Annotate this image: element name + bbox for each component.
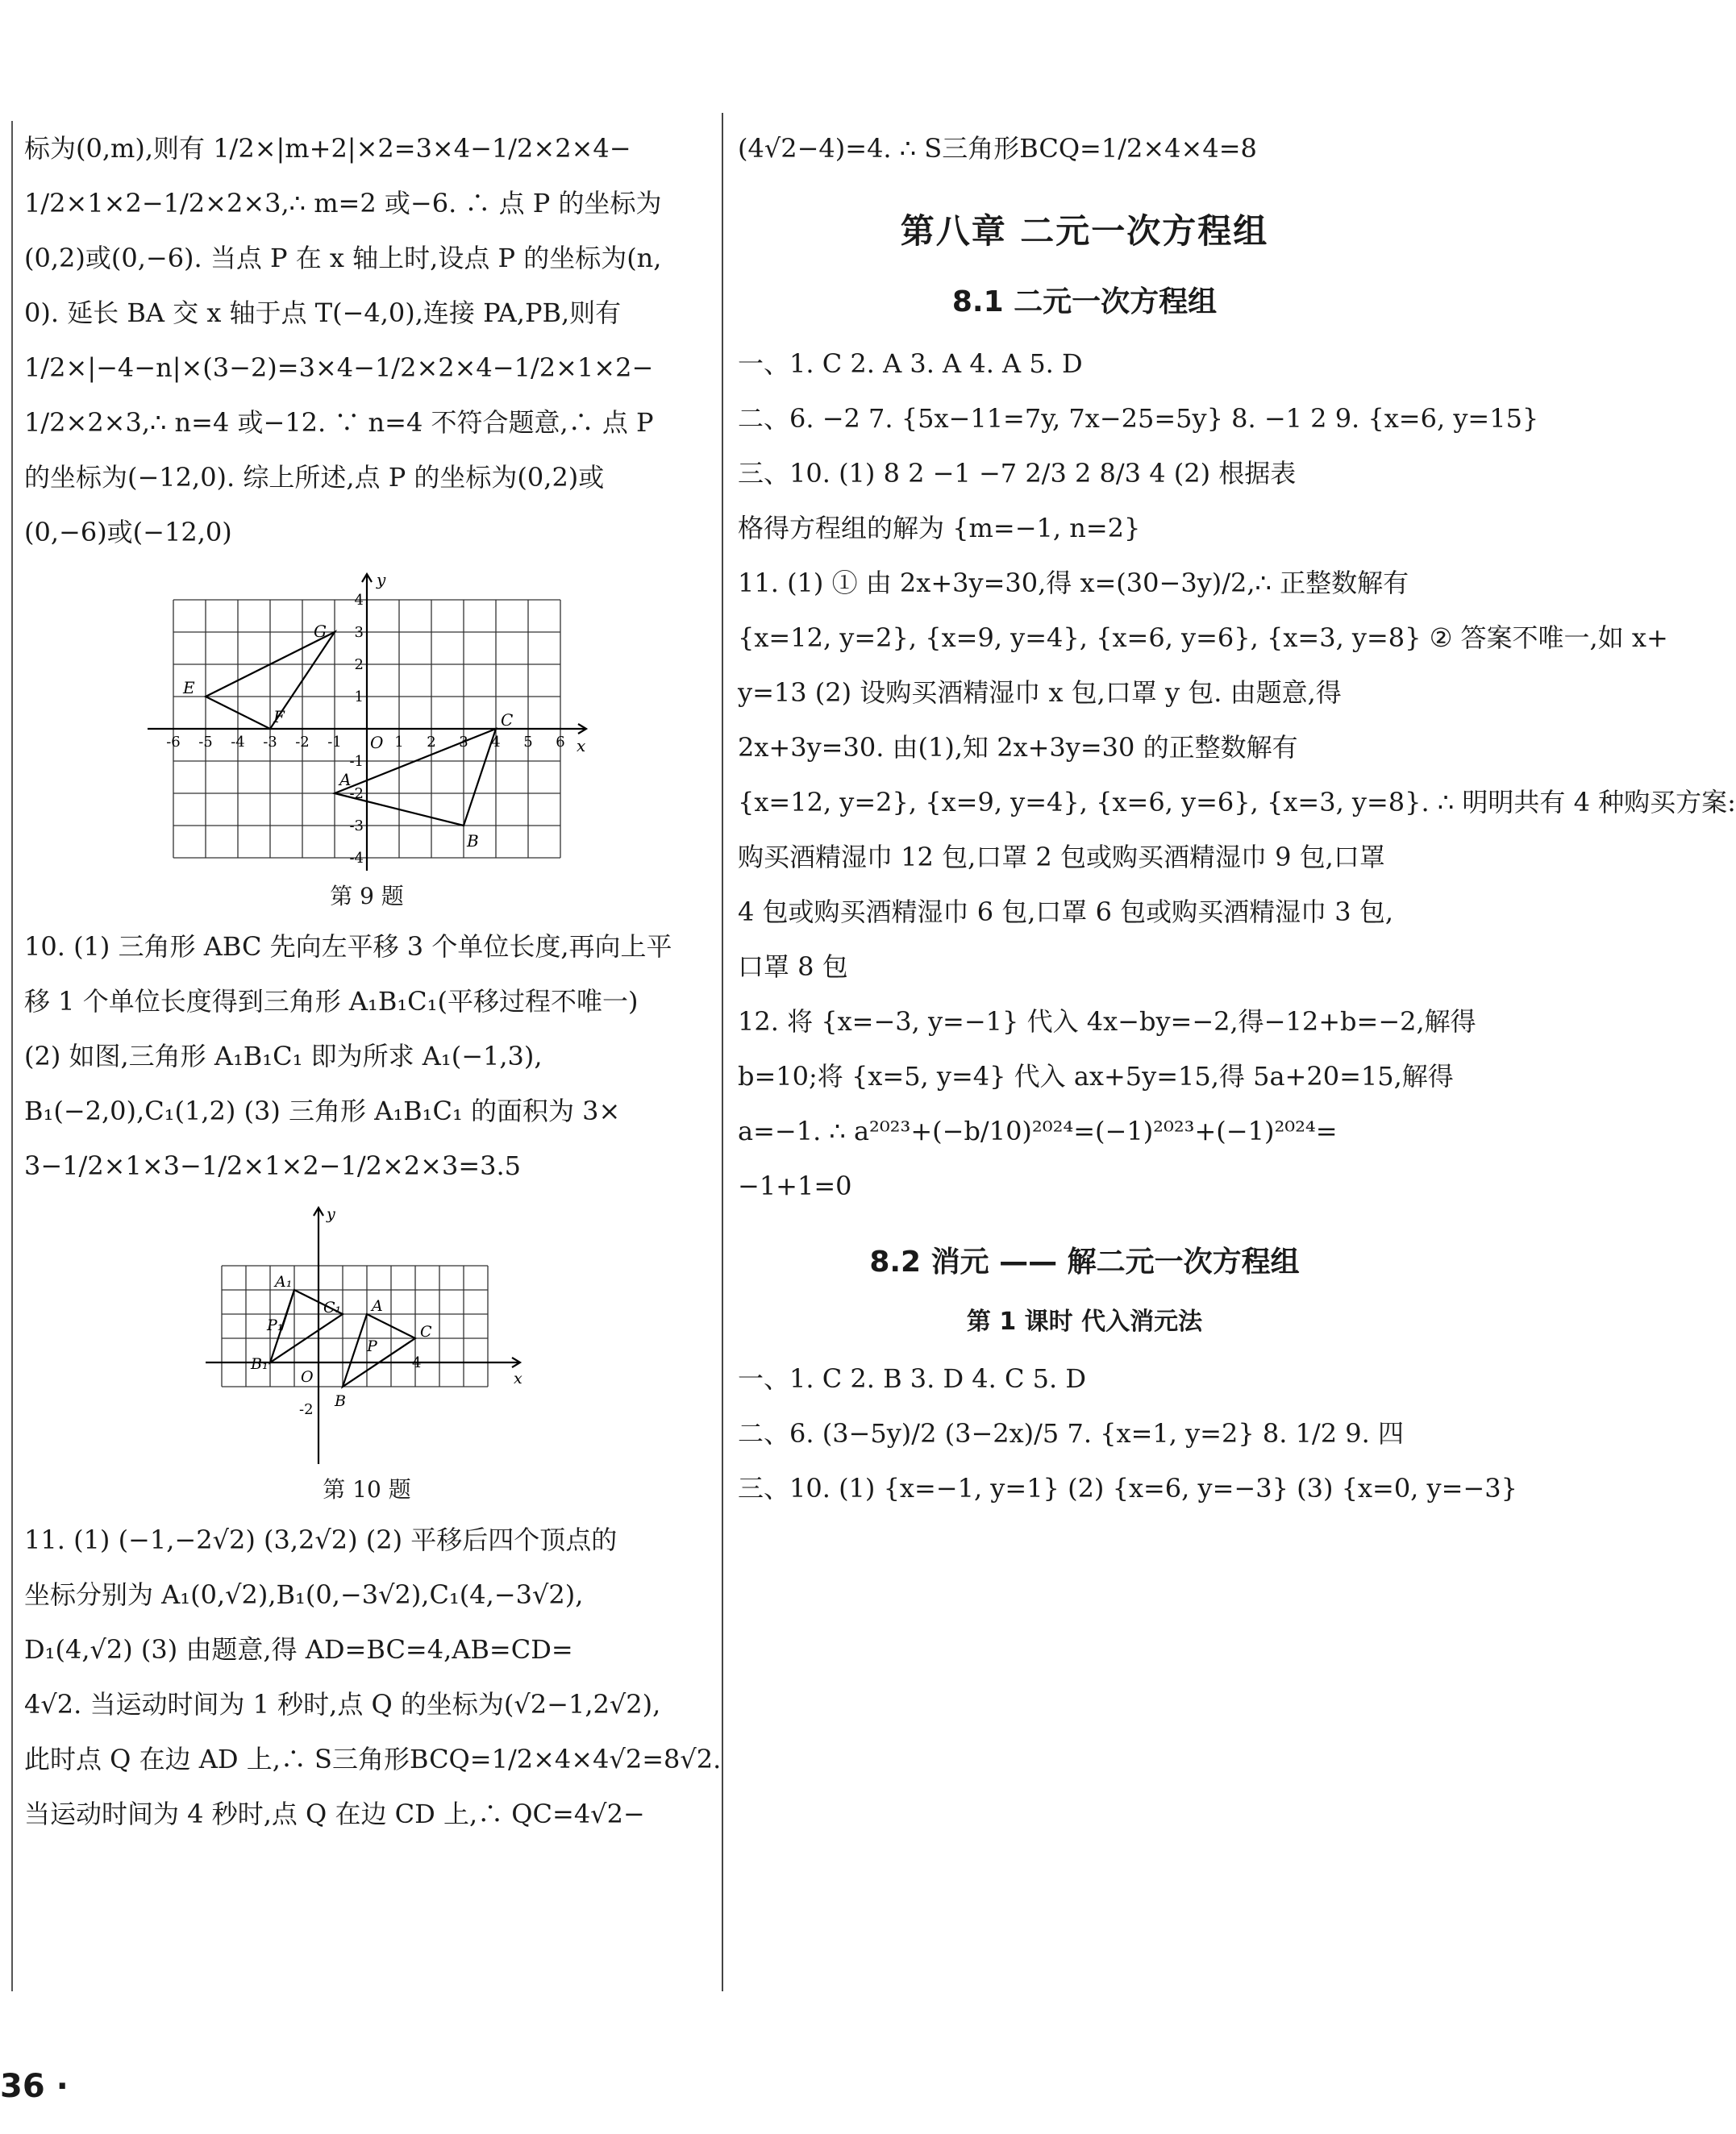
x-axis-label: x xyxy=(514,1370,522,1387)
point-label: B xyxy=(467,831,479,851)
text-line: 一、1. C 2. B 3. D 4. C 5. D xyxy=(738,1363,1087,1394)
y-tick-label: -1 xyxy=(349,753,364,770)
text-line: 1/2×|−4−n|×(3−2)=3×4−1/2×2×4−1/2×1×2− xyxy=(24,352,654,383)
x-tick-label: 1 xyxy=(394,734,404,751)
x-tick-label: 4 xyxy=(412,1354,422,1371)
x-tick-label: -5 xyxy=(198,734,213,751)
text-line: {x=12, y=2}, {x=9, y=4}, {x=6, y=6}, {x=3, y=8}. ∴ 明明共有 4 种购买方案: xyxy=(738,787,1736,817)
point-label: C₁ xyxy=(323,1299,342,1317)
y-tick-label: 4 xyxy=(354,592,364,609)
left-mid-text xyxy=(24,919,710,1193)
left-column xyxy=(24,121,722,1841)
left-bottom-text xyxy=(24,1512,722,1841)
text-line: B₁(−2,0),C₁(1,2) (3) 三角形 A₁B₁C₁ 的面积为 3× xyxy=(24,1096,621,1126)
text-line: 购买酒精湿巾 12 包,口罩 2 包或购买酒精湿巾 9 包,口罩 xyxy=(738,842,1385,872)
left-top-text xyxy=(24,121,710,559)
x-tick-label: -2 xyxy=(295,734,310,751)
figure-10-caption: 第 10 题 xyxy=(323,1476,411,1503)
origin-label: O xyxy=(370,733,384,752)
text-line: 2x+3y=30. 由(1),知 2x+3y=30 的正整数解有 xyxy=(738,732,1298,763)
page-number: 36 · xyxy=(0,2068,69,2105)
text-line: −1+1=0 xyxy=(738,1171,852,1201)
point-label: C xyxy=(501,710,514,730)
text-line: 10. (1) 三角形 ABC 先向左平移 3 个单位长度,再向上平 xyxy=(24,931,672,962)
figure-9-caption: 第 9 题 xyxy=(330,883,404,909)
y-axis-label: y xyxy=(327,1205,335,1223)
text-line: 二、6. −2 7. {5x−11=7y, 7x−25=5y} 8. −1 2 9. {x=6, y=15} xyxy=(738,403,1539,434)
text-line: 11. (1) ① 由 2x+3y=30,得 x=(30−3y)/2,∴ 正整数解有 xyxy=(738,568,1409,598)
section-8-2-answers xyxy=(738,1351,1517,1516)
text-line: 口罩 8 包 xyxy=(738,951,848,982)
x-tick-label: -3 xyxy=(263,734,277,751)
page-edge-line xyxy=(11,121,13,1991)
text-line: 的坐标为(−12,0). 综上所述,点 P 的坐标为(0,2)或 xyxy=(24,462,605,493)
x-axis-label: x xyxy=(577,736,586,755)
y-axis-label: y xyxy=(377,570,386,589)
text-line: 二、6. (3−5y)/2 (3−2x)/5 7. {x=1, y=2} 8. 1/2 9. 四 xyxy=(738,1418,1404,1449)
y-tick-label: -2 xyxy=(349,785,364,802)
x-tick-label: -4 xyxy=(231,734,245,751)
point-label: P xyxy=(367,1337,377,1355)
text-line: 11. (1) (−1,−2√2) (3,2√2) (2) 平移后四个顶点的 xyxy=(24,1525,618,1555)
y-tick-label: -4 xyxy=(349,850,364,867)
text-line: 此时点 Q 在边 AD 上,∴ S三角形BCQ=1/2×4×4√2=8√2. xyxy=(24,1744,722,1774)
figure-9-coordinate-grid xyxy=(141,568,593,874)
text-line: 三、10. (1) {x=−1, y=1} (2) {x=6, y=−3} (3) {x=0, y=−3} xyxy=(738,1473,1517,1504)
text-line: 12. 将 {x=−3, y=−1} 代入 4x−by=−2,得−12+b=−2,解得 xyxy=(738,1006,1476,1037)
right-column xyxy=(738,121,1736,1516)
section-8-1-answers xyxy=(738,336,1736,1213)
text-line: 格得方程组的解为 {m=−1, n=2} xyxy=(738,513,1141,543)
text-line: (2) 如图,三角形 A₁B₁C₁ 即为所求 A₁(−1,3), xyxy=(24,1041,543,1071)
x-tick-label: 2 xyxy=(427,734,436,751)
text-line: 1/2×1×2−1/2×2×3,∴ m=2 或−6. ∴ 点 P 的坐标为 xyxy=(24,188,662,218)
text-line: 移 1 个单位长度得到三角形 A₁B₁C₁(平移过程不唯一) xyxy=(24,986,639,1017)
text-line: D₁(4,√2) (3) 由题意,得 AD=BC=4,AB=CD= xyxy=(24,1634,573,1665)
text-line: y=13 (2) 设购买酒精湿巾 x 包,口罩 y 包. 由题意,得 xyxy=(738,677,1342,708)
x-tick-label: 5 xyxy=(523,734,533,751)
text-line: 3−1/2×1×3−1/2×1×2−1/2×2×3=3.5 xyxy=(24,1150,522,1181)
column-divider xyxy=(722,113,723,1991)
chapter-title: 第八章 二元一次方程组 xyxy=(900,211,1269,251)
text-line: 坐标分别为 A₁(0,√2),B₁(0,−3√2),C₁(4,−3√2), xyxy=(24,1579,584,1610)
text-line: 1/2×2×3,∴ n=4 或−12. ∵ n=4 不符合题意,∴ 点 P xyxy=(24,407,654,438)
text-line: (4√2−4)=4. ∴ S三角形BCQ=1/2×4×4=8 xyxy=(738,133,1257,164)
point-label: B xyxy=(335,1392,346,1410)
y-tick-label: -2 xyxy=(299,1401,314,1418)
lesson-title: 第 1 课时 代入消元法 xyxy=(966,1308,1203,1336)
section-title: 8.2 消元 —— 解二元一次方程组 xyxy=(869,1246,1300,1279)
section-title: 8.1 二元一次方程组 xyxy=(951,285,1218,318)
text-line: 4√2. 当运动时间为 1 秒时,点 Q 的坐标为(√2−1,2√2), xyxy=(24,1689,661,1720)
y-tick-label: 1 xyxy=(354,688,364,705)
origin-label: O xyxy=(301,1368,314,1386)
point-label: P₁ xyxy=(267,1317,284,1334)
y-tick-label: -3 xyxy=(349,817,364,834)
point-label: C xyxy=(420,1323,432,1341)
y-tick-label: 3 xyxy=(354,624,364,641)
point-label: G xyxy=(314,622,327,641)
point-label: A xyxy=(339,770,352,789)
text-line: b=10;将 {x=5, y=4} 代入 ax+5y=15,得 5a+20=15,解得 xyxy=(738,1061,1454,1092)
text-line: 4 包或购买酒精湿巾 6 包,口罩 6 包或购买酒精湿巾 3 包, xyxy=(738,896,1393,927)
x-tick-label: 4 xyxy=(491,734,501,751)
text-line: 0). 延长 BA 交 x 轴于点 T(−4,0),连接 PA,PB,则有 xyxy=(24,297,622,328)
point-label: A₁ xyxy=(275,1273,293,1291)
x-tick-label: -6 xyxy=(166,734,181,751)
x-tick-label: 3 xyxy=(459,734,468,751)
text-line: 标为(0,m),则有 1/2×|m+2|×2=3×4−1/2×2×4− xyxy=(24,133,631,164)
text-line: (0,−6)或(−12,0) xyxy=(24,517,232,547)
text-line: (0,2)或(0,−6). 当点 P 在 x 轴上时,设点 P 的坐标为(n, xyxy=(24,243,662,273)
x-tick-label: 6 xyxy=(556,734,565,751)
figure-10-coordinate-grid xyxy=(198,1201,536,1467)
text-line: {x=12, y=2}, {x=9, y=4}, {x=6, y=6}, {x=3, y=8} ② 答案不唯一,如 x+ xyxy=(738,622,1668,653)
point-label: F xyxy=(273,707,285,726)
text-line: 当运动时间为 4 秒时,点 Q 在边 CD 上,∴ QC=4√2− xyxy=(24,1799,645,1829)
y-tick-label: 2 xyxy=(354,656,364,673)
text-line: a=−1. ∴ a²⁰²³+(−b/10)²⁰²⁴=(−1)²⁰²³+(−1)²⁰²⁴= xyxy=(738,1116,1338,1146)
point-label: E xyxy=(183,678,195,697)
point-label: A xyxy=(372,1297,383,1315)
point-label: B₁ xyxy=(251,1355,269,1373)
text-line: 三、10. (1) 8 2 −1 −7 2/3 2 8/3 4 (2) 根据表 xyxy=(738,458,1297,489)
text-line: 一、1. C 2. A 3. A 4. A 5. D xyxy=(738,348,1083,379)
x-tick-label: -1 xyxy=(327,734,342,751)
